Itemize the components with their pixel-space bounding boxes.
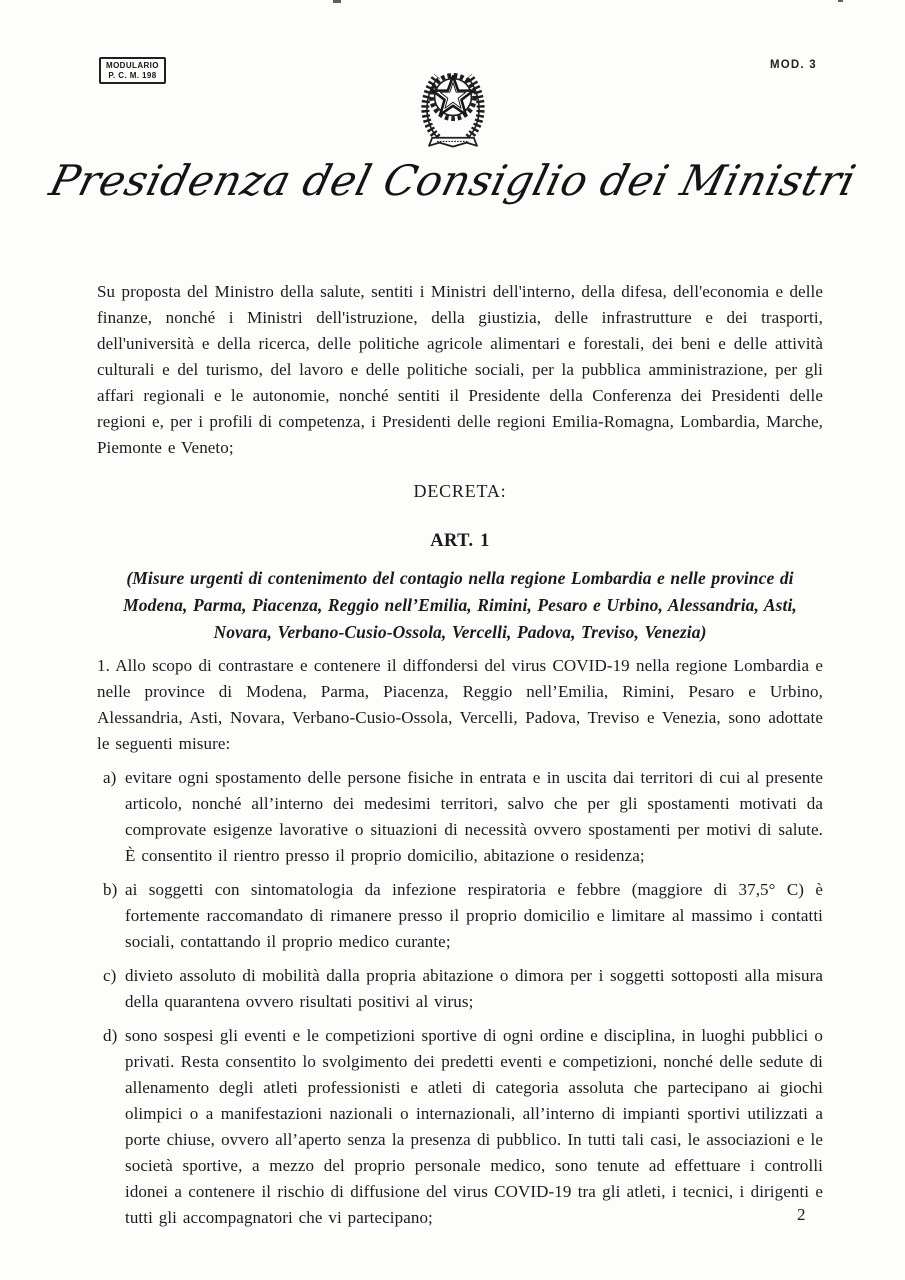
decreta-heading: DECRETA: (413, 481, 507, 501)
list-item-b (97, 877, 823, 955)
scan-artifact (838, 0, 843, 2)
italian-republic-emblem-icon (0, 60, 905, 155)
stamp-line-2: P. C. M. 198 (108, 71, 157, 80)
scan-artifact (333, 0, 341, 3)
list-item-label: c) (103, 966, 117, 985)
letterhead-text: Presidenza del Consiglio dei Ministri (44, 156, 861, 205)
list-item-d (97, 1023, 823, 1231)
mod-label: MOD. 3 (770, 59, 817, 71)
stamp-line-1: MODULARIO (106, 61, 159, 70)
article-title: (Misure urgenti di contenimento del contagio nella regione Lombardia e nelle province di Modena, Parma, Piacenza, Reggio nell’Emilia, Rimini, Pesaro e Urbino, Alessandria, Asti, Novara, Verbano-Cusio-Ossola, Vercelli, Padova, Treviso, Venezia) (123, 568, 797, 642)
preamble-paragraph: Su proposta del Ministro della salute, sentiti i Ministri dell'interno, della difesa, dell'economia e delle finanze, nonché i Ministri dell'istruzione, della giustizia, delle infrastrutture e dei trasporti, dell'università e della ricerca, delle politiche agricole alimentari e forestali, dei beni e delle attività culturali e del turismo, del lavoro e delle politiche sociali, per la pubblica amministrazione, per gli affari regionali e le autonomie, nonché sentiti il Presidente della Conferenza dei Presidenti delle regioni e, per i profili di competenza, i Presidenti delle regioni Emilia-Romagna, Lombardia, Marche, Piemonte e Veneto; (97, 282, 823, 457)
list-item-label: b) (103, 880, 118, 899)
list-item-a (97, 765, 823, 869)
list-item-text: ai soggetti con sintomatologia da infezione respiratoria e febbre (maggiore di 37,5° C) è fortemente raccomandato di rimanere presso il proprio domicilio e limitare al massimo i contatti sociali, contattando il proprio medico curante; (125, 880, 823, 951)
list-item-text: evitare ogni spostamento delle persone fisiche in entrata e in uscita dai territori di cui al presente articolo, nonché all’interno dei medesimi territori, salvo che per gli spostamenti motivati da comprovate esigenze lavorative o situazioni di necessità ovvero spostamenti per motivi di salute. È consentito il rientro presso il proprio domicilio, abitazione o residenza; (125, 768, 823, 865)
page-number: 2 (797, 1205, 806, 1224)
article-paragraph-1: 1. Allo scopo di contrastare e contenere il diffondersi del virus COVID-19 nella regione Lombardia e nelle province di Modena, Parma, Piacenza, Reggio nell’Emilia, Rimini, Pesaro e Urbino, Alessandria, Asti, Novara, Verbano-Cusio-Ossola, Vercelli, Padova, Treviso e Venezia, sono adottate le seguenti misure: (97, 656, 823, 753)
document-body (97, 279, 823, 1231)
list-item-label: d) (103, 1026, 118, 1045)
list-item-label: a) (103, 768, 117, 787)
article-number: ART. 1 (430, 531, 490, 551)
list-item-text: sono sospesi gli eventi e le competizioni sportive di ogni ordine e disciplina, in luoghi pubblici o privati. Resta consentito lo svolgimento dei predetti eventi e competizioni, nonché delle sedute di allenamento degli atleti professionisti e atleti di categoria assoluta che partecipano ai giochi olimpici o a manifestazioni nazionali o internazionali, all’interno di impianti sportivi utilizzati a porte chiuse, ovvero all’aperto senza la presenza di pubblico. In tutti tali casi, le associazioni e le società sportive, a mezzo del proprio personale medico, sono tenute ad effettuare i controlli idonei a contenere il rischio di diffusione del virus COVID-19 tra gli atleti, i tecnici, i dirigenti e tutti gli accompagnatori che vi partecipano; (125, 1026, 823, 1227)
list-item-text: divieto assoluto di mobilità dalla propria abitazione o dimora per i soggetti sottoposti alla misura della quarantena ovvero risultati positivi al virus; (125, 966, 823, 1011)
list-item-c (97, 963, 823, 1015)
letterhead-script (0, 156, 905, 256)
